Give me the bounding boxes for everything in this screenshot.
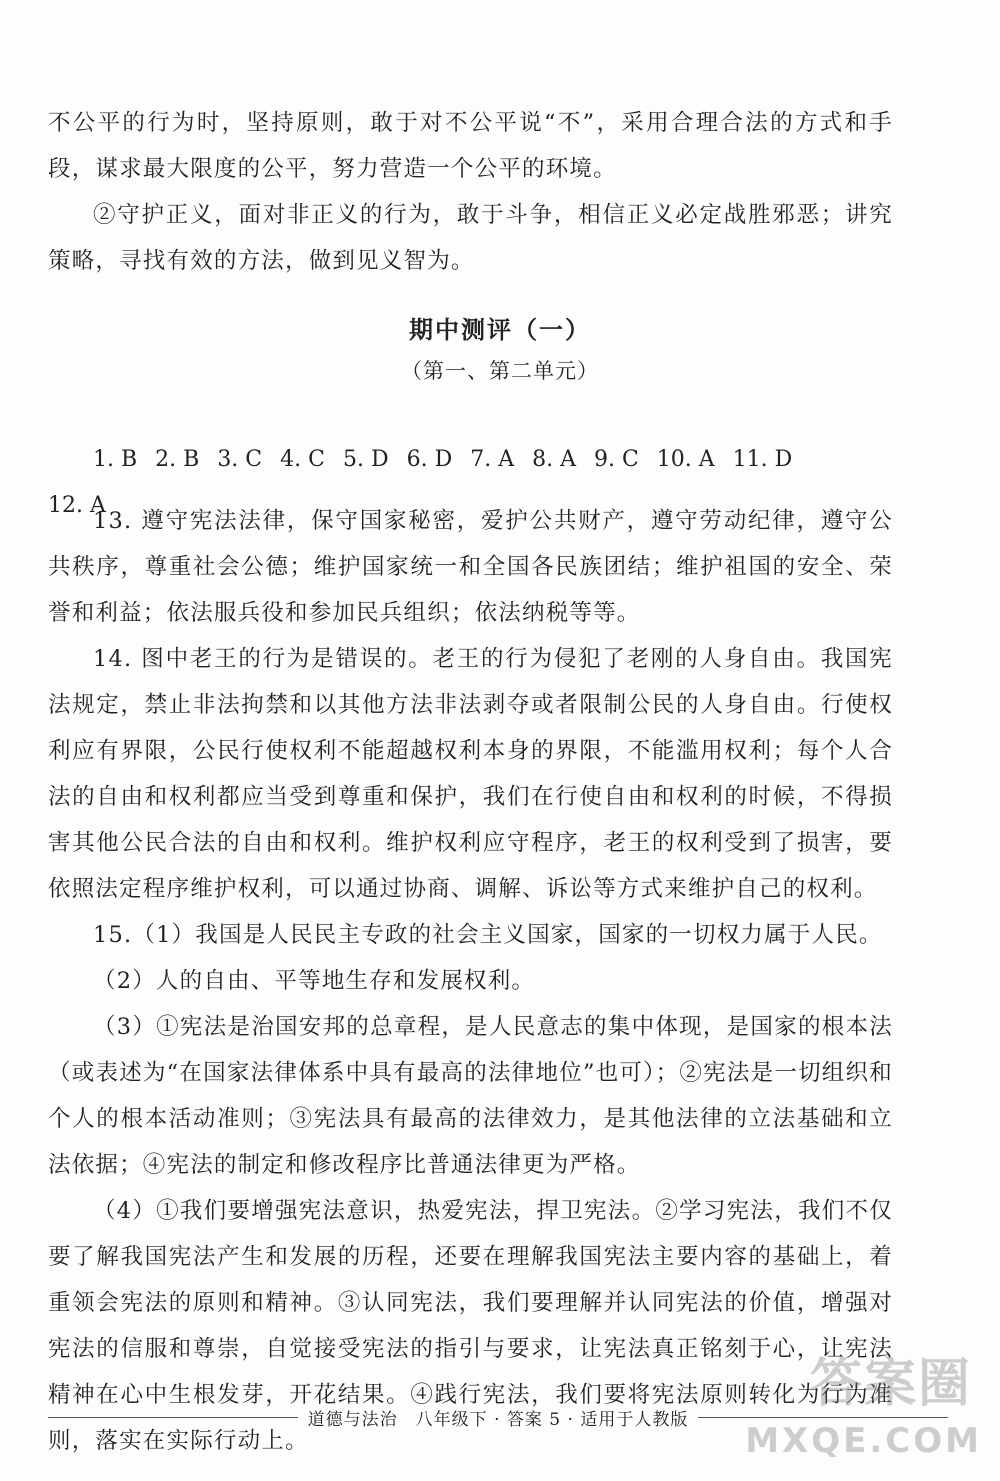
section-title: 期中测评（一）	[409, 316, 591, 344]
choice-answer: 1. B	[93, 447, 138, 472]
answer-q13: 13. 遵守宪法法律，保守国家秘密，爱护公共财产，遵守劳动纪律，遵守公共秩序，尊重社会公德；维护国家统一和全国各民族团结；维护祖国的安全、荣誉和利益；依法服兵役和参加民兵组织；依法纳税等等。	[48, 508, 893, 626]
answer-q15-4: （4）①我们要增强宪法意识，热爱宪法，捍卫宪法。②学习宪法，我们不仅要了解我国宪法产生和发展的历程，还要在理解我国宪法主要内容的基础上，着重领会宪法的原则和精神。③认同宪法，我们要理解并认同宪法的价值，增强对宪法的信服和尊崇，自觉接受宪法的指引与要求，让宪法真正铭刻于心，让宪法精神在心中生根发芽，开花结果。④践行宪法，我们要将宪法原则转化为行为准则，落实在实际行动上。	[48, 1198, 893, 1454]
watermark-url: MXQE.COM	[745, 1421, 982, 1461]
watermark	[745, 1354, 992, 1471]
paragraph-justice: ②守护正义，面对非正义的行为，敢于斗争，相信正义必定战胜邪恶；讲究策略，寻找有效的方法，做到见义智为。	[48, 202, 893, 274]
footer-text: 道德与法治 八年级下 · 答案 5 · 适用于人教版	[307, 1409, 689, 1430]
choice-answer: 3. C	[217, 447, 263, 472]
choice-answer: 5. D	[342, 447, 389, 472]
choice-answer: 8. A	[532, 447, 576, 472]
choice-answer: 10. A	[656, 447, 715, 472]
answer-q15-2: （2）人的自由、平等地生存和发展权利。	[93, 968, 536, 994]
choice-answer: 12. A	[48, 493, 106, 518]
footer-rule-left	[48, 1417, 298, 1418]
choice-answer: 2. B	[155, 447, 200, 472]
answer-q15-3: （3）①宪法是治国安邦的总章程，是人民意志的集中体现，是国家的根本法（或表述为“在国家法律体系中具有最高的法律地位”也可）；②宪法是一切组织和个人的根本活动准则；③宪法具有最高的法律效力，是其他法律的立法基础和立法依据；④宪法的制定和修改程序比普通法律更为严格。	[48, 1014, 893, 1178]
choice-answer: 7. A	[470, 447, 515, 472]
choice-answer: 4. C	[280, 447, 325, 472]
choice-row-1	[48, 437, 898, 483]
choice-answer: 9. C	[593, 447, 639, 472]
choice-answer: 6. D	[406, 447, 453, 472]
paragraph-fairness: 不公平的行为时，坚持原则，敢于对不公平说“不”，采用合理合法的方式和手段，谋求最大限度的公平，努力营造一个公平的环境。	[48, 110, 893, 182]
watermark-logo-text: 答案圈	[809, 1354, 972, 1414]
answer-q15-1: 15.（1）我国是人民民主专政的社会主义国家，国家的一切权力属于人民。	[93, 922, 883, 948]
choice-answer: 11. D	[732, 447, 793, 472]
answer-q14: 14. 图中老王的行为是错误的。老王的行为侵犯了老刚的人身自由。我国宪法规定，禁止非法拘禁和以其他方法非法剥夺或者限制公民的人身自由。行使权利应有界限，公民行使权利不能超越权利本身的界限，不能滥用权利；每个人合法的自由和权利都应当受到尊重和保护，我们在行使自由和权利的时候，不得损害其他公民合法的自由和权利。维护权利应守程序，老王的权利受到了损害，要依照法定程序维护权利，可以通过协商、调解、诉讼等方式来维护自己的权利。	[48, 646, 893, 902]
section-subtitle: （第一、第二单元）	[401, 359, 599, 383]
